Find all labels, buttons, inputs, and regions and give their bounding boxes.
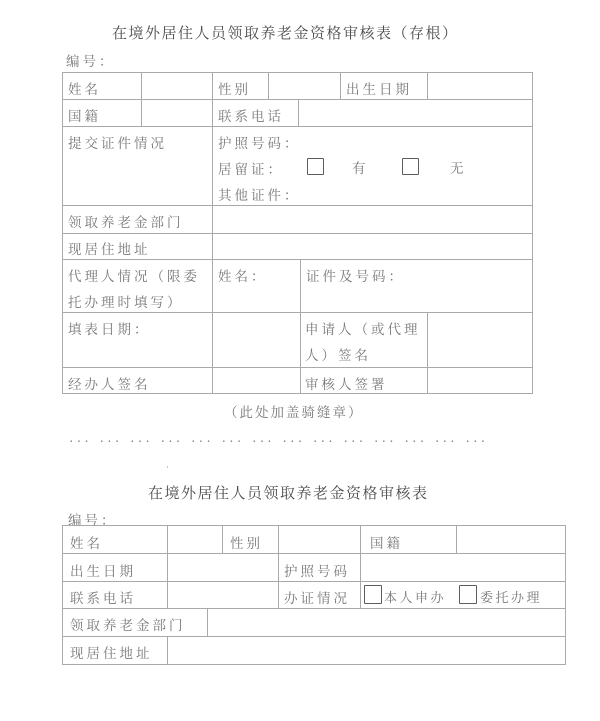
main-handling-label: 办证情况 — [284, 591, 350, 607]
main-passport-label: 护照号码 — [284, 564, 350, 580]
main-pension-dept-field[interactable] — [209, 610, 564, 635]
grid-line — [62, 636, 566, 637]
passport-label: 护照号码： — [218, 136, 301, 152]
name-label: 姓名 — [68, 82, 101, 98]
grid-line — [300, 259, 301, 393]
main-gender-label: 性别 — [230, 536, 263, 552]
grid-line — [62, 233, 533, 234]
grid-line — [167, 525, 168, 608]
main-gender-field[interactable] — [280, 527, 359, 552]
main-passport-field[interactable] — [362, 555, 564, 580]
grid-line — [141, 72, 142, 126]
grid-line — [62, 126, 533, 127]
residence-yes-checkbox[interactable] — [307, 158, 324, 175]
tear-line-separator: ... ... ... ... ... ... ... ... ... ... ... ... ... ... — [68, 432, 488, 445]
main-phone-field[interactable] — [169, 583, 277, 607]
grid-line — [360, 525, 361, 608]
residence-no-checkbox[interactable] — [402, 158, 419, 175]
phone-field[interactable] — [300, 101, 531, 125]
grid-line — [62, 525, 63, 664]
reviewer-sign-label: 审核人签署 — [305, 377, 388, 393]
main-current-address-label: 现居住地址 — [70, 646, 153, 662]
gender-label: 性别 — [218, 82, 251, 98]
main-name-label: 姓名 — [70, 536, 103, 552]
main-nationality-field[interactable] — [458, 527, 564, 552]
current-address-label: 现居住地址 — [68, 242, 151, 258]
grid-line — [427, 312, 428, 393]
agent-info-label-cont: 托办理时填写） — [68, 295, 184, 311]
nationality-field[interactable] — [143, 101, 210, 125]
grid-line — [212, 205, 213, 259]
grid-line — [212, 259, 213, 393]
handling-entrusted-label: 委托办理 — [480, 591, 543, 606]
documents-label: 提交证件情况 — [68, 136, 167, 152]
main-current-address-field[interactable] — [169, 638, 564, 663]
grid-line — [298, 99, 299, 126]
grid-line — [222, 525, 223, 553]
birth-date-field[interactable] — [429, 74, 531, 98]
handler-sign-label: 经办人签名 — [68, 377, 151, 393]
agent-name-label: 姓名： — [218, 269, 268, 285]
grid-line — [532, 72, 533, 393]
applicant-sign-field[interactable] — [429, 314, 531, 366]
current-address-field[interactable] — [214, 235, 531, 258]
grid-line — [62, 525, 566, 526]
grid-line — [62, 553, 566, 554]
grid-line — [340, 72, 341, 99]
grid-line — [278, 525, 279, 608]
grid-line — [212, 126, 213, 205]
stub-form-title: 在境外居住人员领取养老金资格审核表（存根） — [112, 24, 459, 42]
handling-entrusted-checkbox[interactable] — [459, 585, 477, 604]
applicant-sign-label-cont: 人）签名 — [305, 348, 371, 364]
other-documents-label: 其他证件： — [218, 188, 301, 204]
applicant-sign-label: 申请人（或代理 — [305, 322, 421, 338]
grid-line — [456, 525, 457, 553]
grid-line — [62, 312, 533, 313]
residence-no-label: 无 — [450, 161, 467, 177]
main-name-field[interactable] — [169, 527, 221, 552]
grid-line — [565, 525, 566, 664]
main-pension-dept-label: 领取养老金部门 — [70, 618, 186, 634]
grid-line — [268, 72, 269, 99]
main-form-title: 在境外居住人员领取养老金资格审核表 — [148, 484, 429, 502]
grid-line — [62, 393, 533, 394]
nationality-label: 国籍 — [68, 109, 101, 125]
main-nationality-label: 国籍 — [370, 536, 403, 552]
gender-field[interactable] — [270, 74, 338, 98]
grid-line — [62, 664, 566, 665]
agent-id-label: 证件及号码： — [306, 269, 405, 285]
reviewer-sign-field[interactable] — [429, 369, 531, 392]
fill-date-label: 填表日期： — [68, 322, 151, 338]
pension-dept-field[interactable] — [214, 207, 531, 232]
residence-yes-label: 有 — [352, 161, 369, 177]
birth-date-label: 出生日期 — [346, 82, 412, 98]
main-phone-label: 联系电话 — [70, 591, 136, 607]
handling-self-label: 本人申办 — [384, 591, 447, 606]
stub-serial-label: 编号： — [66, 54, 116, 70]
agent-info-label: 代理人情况（限委 — [68, 269, 200, 285]
grid-line — [167, 636, 168, 664]
grid-line — [62, 72, 533, 73]
phone-label: 联系电话 — [218, 109, 284, 125]
handling-self-checkbox[interactable] — [364, 585, 382, 604]
pension-dept-label: 领取养老金部门 — [68, 215, 184, 231]
handler-sign-field[interactable] — [214, 369, 299, 392]
residence-permit-label: 居留证： — [218, 162, 284, 178]
main-serial-label: 编号： — [68, 513, 118, 529]
grid-line — [62, 72, 63, 393]
grid-line — [62, 205, 533, 206]
grid-line — [62, 259, 533, 260]
grid-line — [62, 367, 533, 368]
name-field[interactable] — [143, 74, 210, 98]
grid-line — [212, 72, 213, 126]
grid-line — [62, 608, 566, 609]
grid-line — [62, 581, 566, 582]
grid-line — [207, 608, 208, 636]
red-mark: · — [166, 463, 169, 473]
seal-note: （此处加盖骑缝章） — [224, 405, 364, 421]
main-birth-date-label: 出生日期 — [70, 564, 136, 580]
grid-line — [427, 72, 428, 99]
main-birth-date-field[interactable] — [169, 555, 277, 580]
